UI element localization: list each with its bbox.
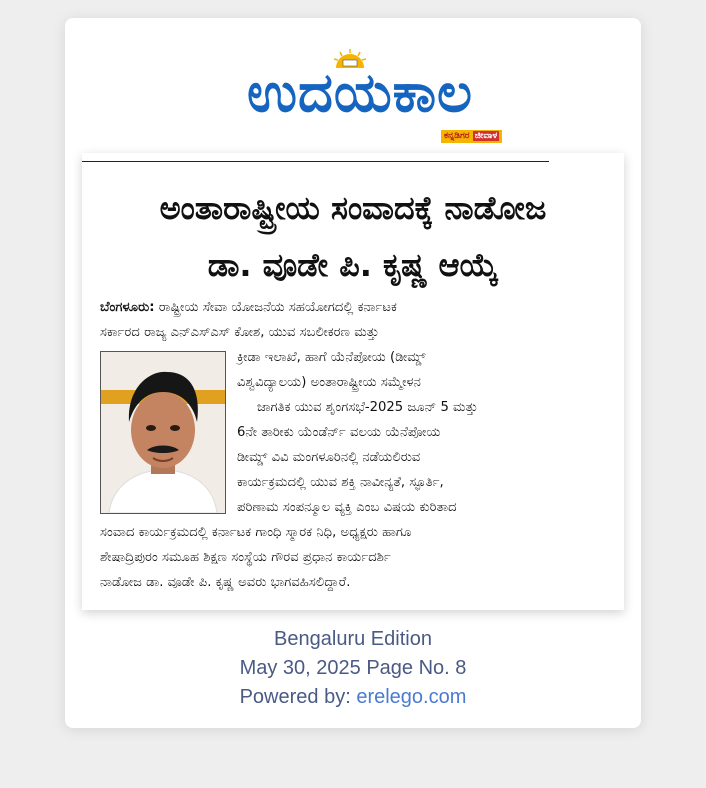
headline-line-1: ಅಂತಾರಾಷ್ಟ್ರೀಯ ಸಂವಾದಕ್ಕೆ ನಾಡೋಜ	[159, 189, 547, 227]
body-line-6: 6ನೇ ತಾರೀಕು ಯೆಂಡೆರ್ನ್ ವಲಯ ಯೆನೆಪೋಯ	[237, 425, 441, 440]
body-line-2: ಸರ್ಕಾರದ ರಾಜ್ಯ ಎನ್‌ಎಸ್‌ಎಸ್ ಕೋಶ, ಯುವ ಸಬಲೀಕರಣ ಮತ್ತು	[100, 325, 380, 340]
body-line-12: ನಾಡೋಜ ಡಾ. ವೂಡೇ ಪಿ. ಕೃಷ್ಣ ಅವರು ಭಾಗವಹಿಸಲಿದ್ದಾರೆ.	[100, 575, 351, 590]
top-rule	[82, 161, 549, 162]
erelego-link[interactable]: erelego.com	[356, 686, 467, 708]
powered-by-prefix: Powered by:	[239, 686, 357, 708]
edition-label: Bengaluru Edition	[274, 628, 432, 650]
powered-by-line	[65, 684, 641, 710]
body-line-11: ಶೇಷಾದ್ರಿಪುರಂ ಸಮೂಹ ಶಿಕ್ಷಣ ಸಂಸ್ಥೆಯ ಗೌರವ ಪ್ರಧಾನ ಕಾರ್ಯದರ್ಶಿ	[100, 550, 391, 565]
headline-line-2: ಡಾ. ವೂಡೇ ಪಿ. ಕೃಷ್ಣ ಆಯ್ಕೆ	[207, 246, 499, 284]
dateline: ಬೆಂಗಳೂರು:	[100, 300, 155, 315]
news-clipping	[82, 153, 624, 610]
body-line-7: ಡೀಮ್ಡ್ ವಿವಿ ಮಂಗಳೂರಿನಲ್ಲಿ ನಡೆಯಲಿರುವ	[237, 450, 421, 465]
body-line-1	[100, 298, 397, 318]
body-line-3: ಕ್ರೀಡಾ ಇಲಾಖೆ, ಹಾಗೆ ಯೆನೆಪೋಯ (ಡೀಮ್ಡ್	[237, 350, 426, 365]
masthead-tagline	[441, 130, 502, 143]
body-text: ರಾಷ್ಟ್ರೀಯ ಸೇವಾ ಯೋಜನೆಯ ಸಹಯೋಗದಲ್ಲಿ ಕರ್ನಾಟಕ	[158, 300, 397, 315]
newspaper-masthead	[195, 48, 525, 143]
clipping-card	[65, 18, 641, 728]
tagline-part-1: ಕನ್ನಡಿಗರ	[444, 131, 470, 141]
body-line-4: ವಿಶ್ವವಿದ್ಯಾಲಯ) ಅಂತಾರಾಷ್ಟ್ರೀಯ ಸಮ್ಮೇಳನ	[237, 375, 421, 390]
date-page-label: May 30, 2025 Page No. 8	[239, 657, 467, 679]
tagline-part-2: ಜೀವಾಳ	[474, 131, 498, 141]
portrait-image	[101, 352, 225, 513]
body-line-10: ಸಂವಾದ ಕಾರ್ಯಕ್ರಮದಲ್ಲಿ ಕರ್ನಾಟಕ ಗಾಂಧಿ ಸ್ಮಾರಕ ನಿಧಿ, ಅಧ್ಯಕ್ಷರು ಹಾಗೂ	[100, 525, 412, 540]
body-line-5: ಜಾಗತಿಕ ಯುವ ಶೃಂಗಸಭೆ-2025 ಜೂನ್ 5 ಮತ್ತು	[257, 400, 478, 415]
body-line-8: ಕಾರ್ಯಕ್ರಮದಲ್ಲಿ ಯುವ ಶಕ್ತಿ ನಾವೀನ್ಯತೆ, ಸ್ಫೂರ್ತಿ,	[237, 475, 444, 490]
portrait-photo	[100, 351, 226, 514]
masthead-title: ಉದಯಕಾಲ	[246, 61, 474, 124]
body-line-9: ಪರಿಣಾಮ ಸಂಪನ್ಮೂಲ ವ್ಯಕ್ತಿ ಎಂಬ ವಿಷಯ ಕುರಿತಾದ	[237, 500, 457, 515]
